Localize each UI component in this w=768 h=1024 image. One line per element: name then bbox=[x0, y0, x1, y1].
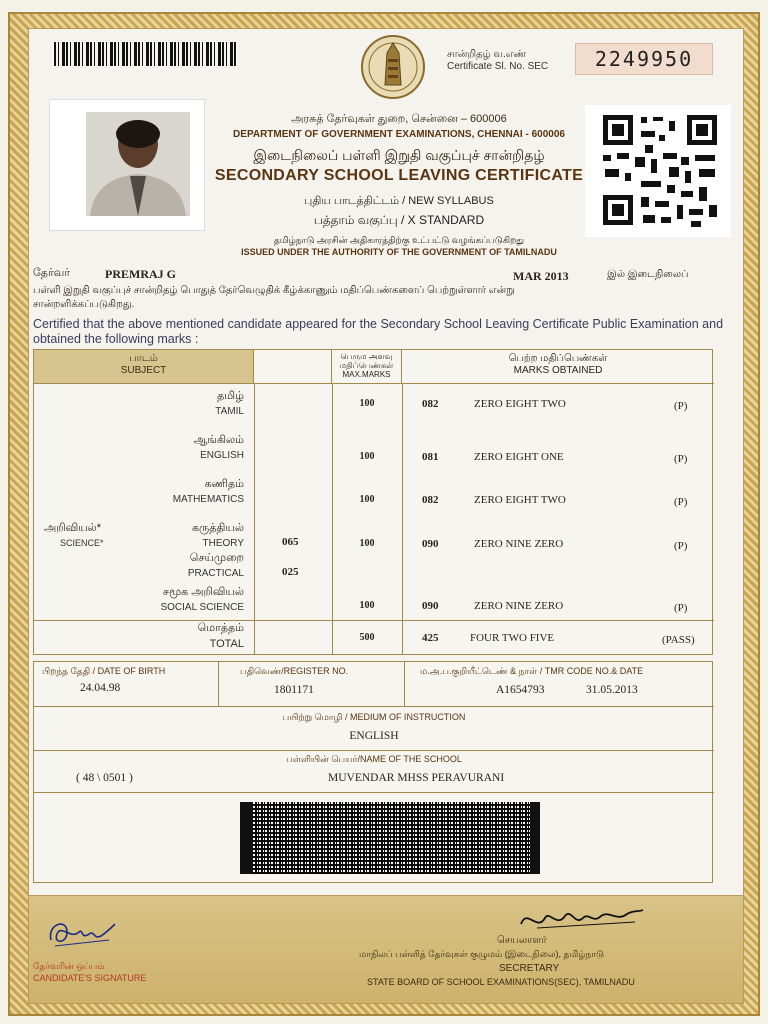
subject-name-tamil: கருத்தியல் bbox=[192, 522, 244, 534]
marks-value: 090 bbox=[422, 600, 439, 612]
certificate-body bbox=[28, 28, 744, 1004]
column-divider bbox=[254, 384, 255, 654]
result: (P) bbox=[674, 540, 688, 552]
syllabus: புதிய பாடத்திட்டம் / NEW SYLLABUS bbox=[304, 195, 494, 207]
exam-session: MAR 2013 bbox=[513, 269, 569, 283]
total-label: TOTAL bbox=[209, 638, 244, 650]
school-code: ( 48 \ 0501 ) bbox=[76, 772, 133, 784]
max-marks: 100 bbox=[359, 494, 375, 505]
certificate-title: SECONDARY SCHOOL LEAVING CERTIFICATE bbox=[214, 167, 584, 184]
certification-statement: Certified that the above mentioned candidate appeared for the Secondary School Leaving Certificate Public Examination and obtained the following marks : bbox=[33, 317, 724, 346]
total-max-marks: 500 bbox=[359, 632, 375, 643]
issued-authority-tamil: தமிழ்நாடு அரசின் அதிகாரத்திற்கு உட்பட்டு வழங்கப்படுகிறது bbox=[273, 235, 525, 245]
certificate-border bbox=[8, 12, 760, 1016]
pdf417-barcode bbox=[240, 802, 540, 874]
result: (P) bbox=[674, 602, 688, 614]
candidate-name: PREMRAJ G bbox=[105, 267, 176, 281]
school-name: MUVENDAR MHSS PERAVURANI bbox=[328, 772, 505, 784]
register-number: 1801171 bbox=[274, 684, 314, 696]
marks-in-words: ZERO EIGHT TWO bbox=[474, 398, 566, 410]
subject-name: MATHEMATICS bbox=[172, 494, 244, 505]
tmr-date: 31.05.2013 bbox=[586, 684, 638, 696]
school-name-label: பள்ளியின் பெயர்/NAME OF THE SCHOOL bbox=[286, 754, 462, 764]
secretary-signature bbox=[517, 902, 647, 936]
practical-marks: 025 bbox=[282, 566, 299, 578]
marks-value: 090 bbox=[422, 538, 439, 550]
science-label: SCIENCE* bbox=[60, 538, 104, 548]
marks-in-words: ZERO NINE ZERO bbox=[474, 538, 564, 550]
marks-value: 081 bbox=[422, 451, 439, 463]
total-result: (PASS) bbox=[662, 634, 695, 646]
subject-name: TAMIL bbox=[215, 406, 244, 417]
subject-name: SOCIAL SCIENCE bbox=[160, 602, 244, 613]
marks-in-words: ZERO NINE ZERO bbox=[474, 600, 564, 612]
part-marks-header bbox=[254, 350, 332, 384]
subject-name-tamil: ஆங்கிலம் bbox=[193, 434, 244, 446]
theory-marks: 065 bbox=[282, 536, 299, 548]
secretary-label: SECRETARY bbox=[499, 963, 560, 974]
subject-name-tamil: கணிதம் bbox=[204, 478, 244, 490]
result: (P) bbox=[674, 400, 688, 412]
register-number-label: பதிவெண்/REGISTER NO. bbox=[240, 666, 349, 676]
result: (P) bbox=[674, 496, 688, 508]
marks-obtained-header: பெற்ற மதிப்பெண்கள் MARKS OBTAINED bbox=[402, 350, 714, 384]
candidate-label: தேர்வர் bbox=[33, 267, 70, 279]
marks-value: 082 bbox=[422, 398, 439, 410]
science-label-tamil: அறிவியல்* bbox=[44, 522, 102, 534]
subject-name: ENGLISH bbox=[200, 450, 244, 461]
subject-name-tamil: சமூக அறிவியல் bbox=[162, 586, 244, 598]
candidate-photo bbox=[49, 99, 205, 231]
department-title-tamil: அரசுத் தேர்வுகள் துறை, சென்னை – 600006 bbox=[291, 113, 507, 125]
column-divider bbox=[402, 384, 403, 654]
column-divider bbox=[404, 662, 405, 706]
candidate-details bbox=[33, 661, 713, 883]
total-marks: 425 bbox=[422, 632, 439, 644]
department-title: DEPARTMENT OF GOVERNMENT EXAMINATIONS, CHENNAI - 600006 bbox=[233, 129, 565, 140]
certificate-title-tamil: இடைநிலைப் பள்ளி இறுதி வகுப்புச் சான்றிதழ் bbox=[253, 147, 545, 163]
dob-label: பிறந்த தேதி / DATE OF BIRTH bbox=[42, 666, 166, 676]
max-marks: 100 bbox=[359, 538, 375, 549]
marks-value: 082 bbox=[422, 494, 439, 506]
total-label-tamil: மொத்தம் bbox=[197, 622, 244, 634]
marks-table bbox=[33, 349, 713, 655]
total-in-words: FOUR TWO FIVE bbox=[470, 632, 555, 644]
standard: பத்தாம் வகுப்பு / X STANDARD bbox=[313, 213, 485, 227]
medium-label: பயிற்று மொழி / MEDIUM OF INSTRUCTION bbox=[282, 712, 466, 722]
candidate-signature bbox=[45, 910, 119, 954]
candidate-signature-label: CANDIDATE'S SIGNATURE bbox=[33, 973, 147, 983]
certification-text-tamil-2: பள்ளி இறுதி வகுப்புச் சான்றிதழ் பொதுத் தேர்வெழுதிக் கீழ்க்காணும் மதிப்பெண்களைப் பெற்றுள்ளார் என்று bbox=[33, 285, 515, 296]
max-marks: 100 bbox=[359, 451, 375, 462]
row-divider bbox=[34, 706, 714, 707]
result: (P) bbox=[674, 453, 688, 465]
marks-in-words: ZERO EIGHT TWO bbox=[474, 494, 566, 506]
subject-name: PRACTICAL bbox=[187, 568, 244, 579]
board-name: STATE BOARD OF SCHOOL EXAMINATIONS(SEC), TAMILNADU bbox=[367, 977, 635, 987]
subject-header: பாடம் SUBJECT bbox=[34, 350, 254, 384]
marks-in-words: ZERO EIGHT ONE bbox=[474, 451, 564, 463]
board-name-tamil: மாநிலப் பள்ளித் தேர்வுகள் குழுமம் (இடைநிலை), தமிழ்நாடு bbox=[359, 949, 605, 959]
date-of-birth: 24.04.98 bbox=[80, 682, 121, 694]
candidate-signature-label-tamil: தேர்வரின் ஒப்பம் bbox=[33, 961, 105, 971]
top-barcode bbox=[53, 41, 237, 67]
max-marks: 100 bbox=[359, 600, 375, 611]
subject-name-tamil: தமிழ் bbox=[217, 390, 244, 402]
secretary-label-tamil: செயலாளர் bbox=[497, 935, 547, 946]
row-divider bbox=[34, 750, 714, 751]
column-divider bbox=[218, 662, 219, 706]
column-divider bbox=[332, 384, 333, 654]
issued-authority: ISSUED UNDER THE AUTHORITY OF THE GOVERNMENT OF TAMILNADU bbox=[241, 247, 557, 257]
row-divider bbox=[34, 792, 714, 793]
row-divider bbox=[34, 620, 714, 621]
certificate-sl-label: சான்றிதழ் வ.எண் Certificate Sl. No. SEC bbox=[447, 49, 549, 72]
max-marks: 100 bbox=[359, 398, 375, 409]
subject-name-tamil: செய்முறை bbox=[189, 552, 244, 564]
tmr-code-label: ம.அ.ப.குறியீட்டெண் & நாள் / TMR CODE NO.& DATE bbox=[420, 666, 644, 676]
medium-of-instruction: ENGLISH bbox=[349, 730, 399, 742]
certificate-number: 2249950 bbox=[575, 43, 713, 75]
certification-text-tamil-1: இல் இடைநிலைப் bbox=[607, 269, 689, 280]
certification-text-tamil-3: சான்றளிக்கப்படுகிறது. bbox=[33, 299, 135, 310]
subject-name: THEORY bbox=[202, 538, 244, 549]
tmr-code: A1654793 bbox=[496, 684, 545, 696]
tamilnadu-emblem-icon bbox=[359, 31, 427, 103]
max-marks-header: பெரும அளவு மதிப்பெண்கள் MAX.MARKS bbox=[332, 350, 402, 384]
